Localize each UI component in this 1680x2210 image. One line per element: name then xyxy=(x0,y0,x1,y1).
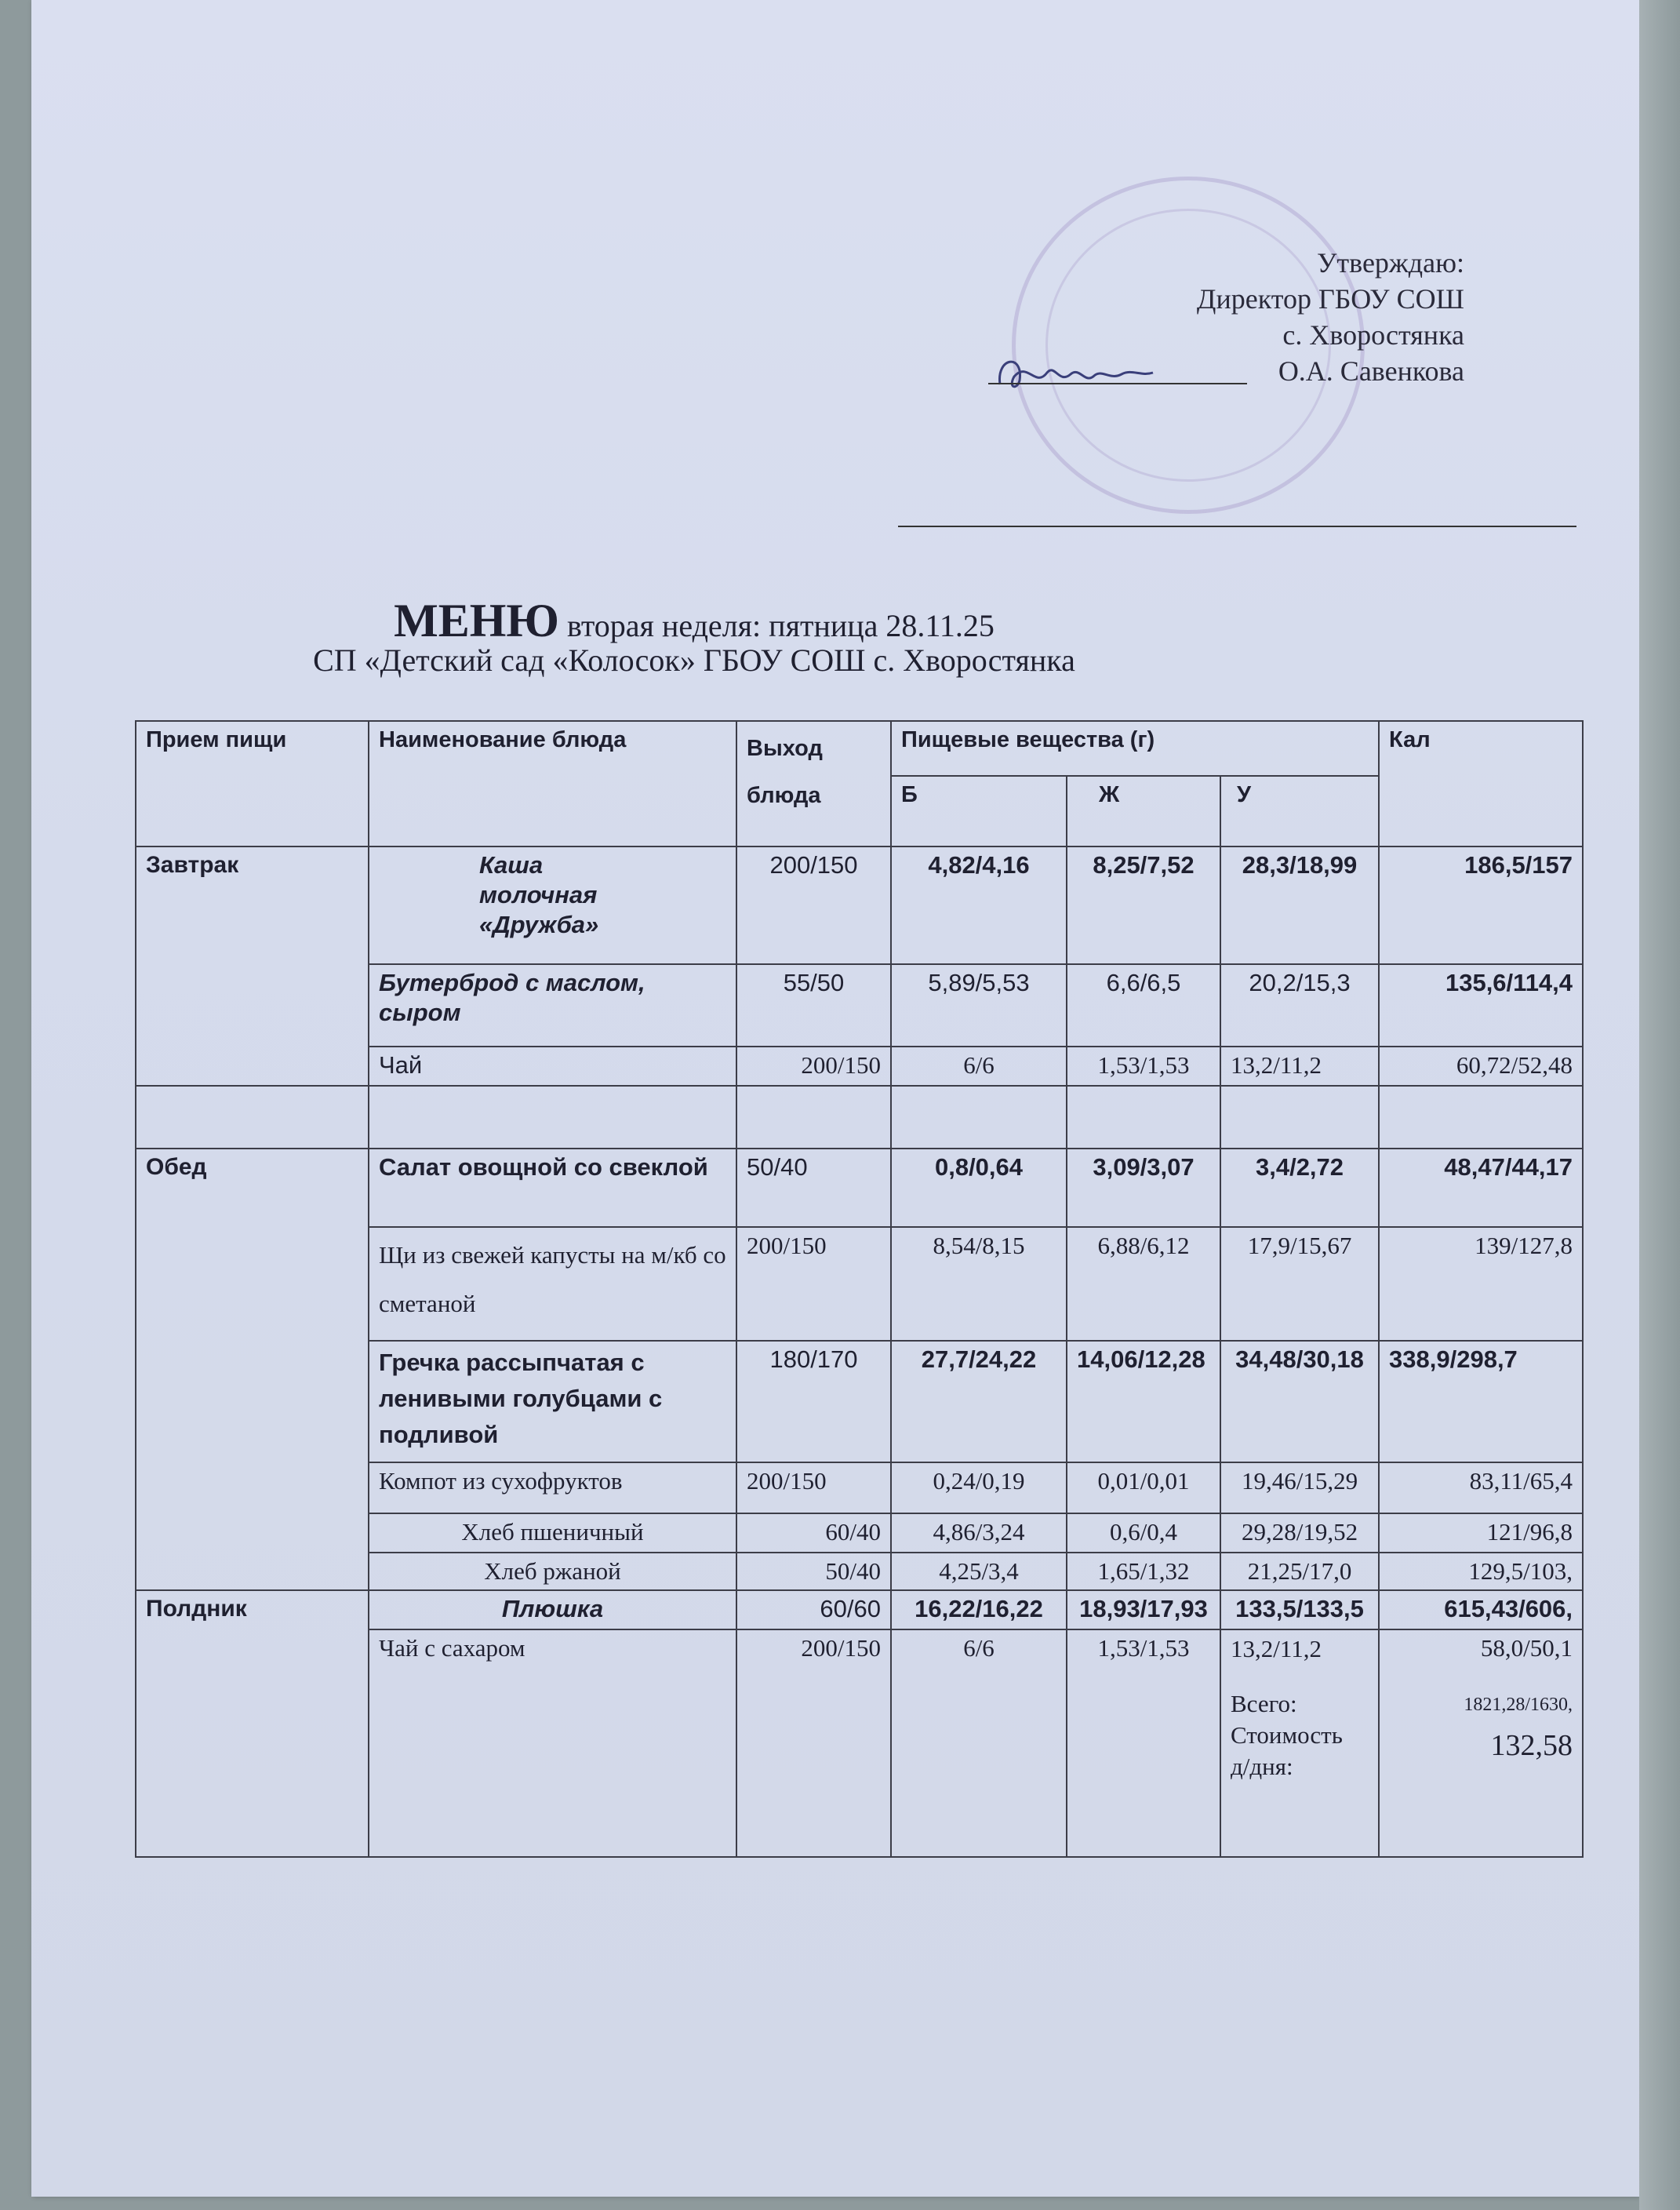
total-label: Всего: xyxy=(1231,1690,1297,1717)
dish-yield: 200/150 xyxy=(736,1227,891,1341)
approval-block xyxy=(1197,245,1464,389)
dish-kcal: 121/96,8 xyxy=(1379,1513,1583,1553)
dish-kcal: 186,5/157 xyxy=(1379,846,1583,964)
dish-yield: 200/150 xyxy=(736,1629,891,1857)
header-row xyxy=(136,721,1583,776)
handwritten-signature xyxy=(992,341,1157,396)
dish-fat: 1,53/1,53 xyxy=(1067,1629,1220,1857)
dish-fat: 14,06/12,28 xyxy=(1067,1341,1220,1462)
dish-kcal: 48,47/44,17 xyxy=(1379,1149,1583,1227)
dish-yield: 200/150 xyxy=(736,1462,891,1513)
header-kcal: Кал xyxy=(1379,721,1583,846)
divider-line xyxy=(898,526,1576,527)
empty-cell xyxy=(1379,1086,1583,1149)
table-row xyxy=(136,1149,1583,1227)
dish-protein: 5,89/5,53 xyxy=(891,964,1067,1047)
approval-line-1: Утверждаю: xyxy=(1316,247,1464,279)
background-edge xyxy=(1639,0,1680,2210)
header-yield xyxy=(736,721,891,846)
dish-name: Чай xyxy=(369,1047,736,1086)
dish-name: Плюшка xyxy=(369,1590,736,1629)
menu-table xyxy=(135,720,1584,1858)
dish-name: Салат овощной со свеклой xyxy=(369,1149,736,1227)
approval-line-3: с. Хворостянка xyxy=(1282,319,1464,351)
dish-fat: 3,09/3,07 xyxy=(1067,1149,1220,1227)
dish-kcal: 60,72/52,48 xyxy=(1379,1047,1583,1086)
dish-protein: 4,82/4,16 xyxy=(891,846,1067,964)
dish-protein: 0,8/0,64 xyxy=(891,1149,1067,1227)
dish-fat: 18,93/17,93 xyxy=(1067,1590,1220,1629)
dish-protein: 0,24/0,19 xyxy=(891,1462,1067,1513)
dish-carbs: 13,2/11,2 xyxy=(1220,1047,1379,1086)
dish-yield: 50/40 xyxy=(736,1553,891,1590)
cost-label-line2: д/дня: xyxy=(1231,1753,1293,1780)
header-yield-line1: Выход xyxy=(747,736,823,761)
page-title xyxy=(0,594,1388,648)
dish-protein: 27,7/24,22 xyxy=(891,1341,1067,1462)
dish-protein: 16,22/16,22 xyxy=(891,1590,1067,1629)
dish-kcal: 58,0/50,1 xyxy=(1480,1634,1573,1662)
empty-cell xyxy=(1067,1086,1220,1149)
dish-protein: 8,54/8,15 xyxy=(891,1227,1067,1341)
page-subtitle: СП «Детский сад «Колосок» ГБОУ СОШ с. Хворостянка xyxy=(313,643,1075,678)
meal-breakfast: Завтрак xyxy=(136,846,369,1086)
dish-fat: 0,6/0,4 xyxy=(1067,1513,1220,1553)
dish-fat: 1,65/1,32 xyxy=(1067,1553,1220,1590)
dish-carbs: 17,9/15,67 xyxy=(1220,1227,1379,1341)
dish-yield: 200/150 xyxy=(736,1047,891,1086)
cost-label-line1: Стоимость xyxy=(1231,1721,1343,1749)
header-nutrients: Пищевые вещества (г) xyxy=(891,721,1379,776)
dish-carbs: 28,3/18,99 xyxy=(1220,846,1379,964)
meal-snack: Полдник xyxy=(136,1590,369,1857)
dish-kcal: 615,43/606, xyxy=(1379,1590,1583,1629)
dish-carbs: 29,28/19,52 xyxy=(1220,1513,1379,1553)
cost-value: 132,58 xyxy=(1490,1729,1573,1762)
empty-cell xyxy=(736,1086,891,1149)
dish-yield: 55/50 xyxy=(736,964,891,1047)
dish-kcal: 83,11/65,4 xyxy=(1379,1462,1583,1513)
dish-carbs: 21,25/17,0 xyxy=(1220,1553,1379,1590)
dish-kcal: 129,5/103, xyxy=(1379,1553,1583,1590)
signature-line xyxy=(988,383,1247,384)
title-menu-rest: вторая неделя: пятница 28.11.25 xyxy=(558,608,995,643)
empty-cell xyxy=(1220,1086,1379,1149)
dish-kcal: 139/127,8 xyxy=(1379,1227,1583,1341)
dish-name: Чай с сахаром xyxy=(369,1629,736,1857)
dish-kcal: 338,9/298,7 xyxy=(1379,1341,1583,1462)
dish-yield: 180/170 xyxy=(736,1341,891,1462)
table-row xyxy=(136,1590,1583,1629)
dish-fat: 8,25/7,52 xyxy=(1067,846,1220,964)
dish-yield: 50/40 xyxy=(736,1149,891,1227)
dish-fat: 1,53/1,53 xyxy=(1067,1047,1220,1086)
kcal-and-totals-cell xyxy=(1379,1629,1583,1857)
dish-kcal: 135,6/114,4 xyxy=(1379,964,1583,1047)
empty-row xyxy=(136,1086,1583,1149)
title-menu-word: МЕНЮ xyxy=(394,595,559,646)
dish-carbs: 3,4/2,72 xyxy=(1220,1149,1379,1227)
dish-yield: 200/150 xyxy=(736,846,891,964)
dish-carbs: 34,48/30,18 xyxy=(1220,1341,1379,1462)
header-zh: Ж xyxy=(1067,776,1220,846)
dish-carbs: 19,46/15,29 xyxy=(1220,1462,1379,1513)
dish-carbs: 20,2/15,3 xyxy=(1220,964,1379,1047)
empty-cell xyxy=(891,1086,1067,1149)
dish-protein: 6/6 xyxy=(891,1047,1067,1086)
empty-cell xyxy=(369,1086,736,1149)
dish-fat: 6,88/6,12 xyxy=(1067,1227,1220,1341)
header-u: У xyxy=(1220,776,1379,846)
header-b: Б xyxy=(891,776,1067,846)
meal-lunch: Обед xyxy=(136,1149,369,1590)
dish-yield: 60/60 xyxy=(736,1590,891,1629)
dish-name: Каша молочная «Дружба» xyxy=(369,846,736,964)
carbs-and-totals-cell xyxy=(1220,1629,1379,1857)
dish-name: Бутерброд с маслом, сыром xyxy=(369,964,736,1047)
header-dish: Наименование блюда xyxy=(369,721,736,846)
dish-yield: 60/40 xyxy=(736,1513,891,1553)
dish-name: Хлеб пшеничный xyxy=(369,1513,736,1553)
dish-protein: 4,86/3,24 xyxy=(891,1513,1067,1553)
dish-protein: 6/6 xyxy=(891,1629,1067,1857)
dish-protein: 4,25/3,4 xyxy=(891,1553,1067,1590)
dish-name: Компот из сухофруктов xyxy=(369,1462,736,1513)
table-row xyxy=(136,846,1583,964)
dish-fat: 6,6/6,5 xyxy=(1067,964,1220,1047)
dish-name: Щи из свежей капусты на м/кб со сметаной xyxy=(369,1227,736,1341)
header-yield-line2: блюда xyxy=(747,783,821,808)
header-meal: Прием пищи xyxy=(136,721,369,846)
approval-line-4: О.А. Савенкова xyxy=(1278,355,1464,387)
dish-name: Гречка рассыпчатая с ленивыми голубцами с подливой xyxy=(369,1341,736,1462)
dish-name: Хлеб ржаной xyxy=(369,1553,736,1590)
dish-carbs: 13,2/11,2 xyxy=(1231,1635,1322,1662)
approval-line-2: Директор ГБОУ СОШ xyxy=(1196,283,1464,315)
total-value: 1821,28/1630, xyxy=(1464,1695,1573,1715)
empty-cell xyxy=(136,1086,369,1149)
dish-carbs: 133,5/133,5 xyxy=(1220,1590,1379,1629)
dish-fat: 0,01/0,01 xyxy=(1067,1462,1220,1513)
